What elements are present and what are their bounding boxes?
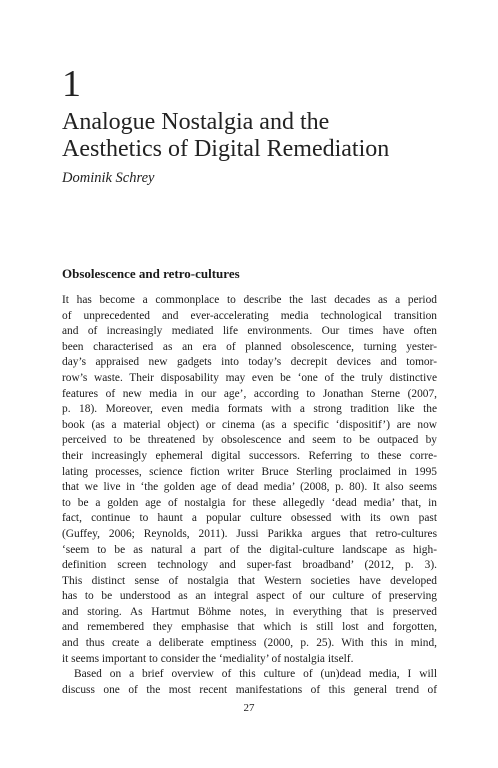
text-line: been characterised as an era of planned obsolescence, turning yester-	[62, 340, 437, 353]
text-line: and storing. As Hartmut Böhme notes, in everything that is preserved	[62, 605, 437, 618]
text-line: discuss one of the most recent manifestations of this general trend of	[62, 683, 437, 696]
text-line: and thus create a deliberate emptiness (2000, p. 25). With this in mind,	[62, 637, 437, 650]
text-line: that we live in ‘the golden age of dead media’ (2008, p. 80). It also seems	[62, 481, 437, 494]
text-line: definition screen technology and super-fast broadband’ (2012, p. 3).	[62, 559, 437, 572]
text-line: book (as a material object) or cinema (as a specific ‘dispositif’) are now	[62, 418, 437, 431]
chapter-title-line: Aesthetics of Digital Remediation	[62, 136, 390, 162]
text-line: and remembered they emphasise that which is still lost and forgotten,	[62, 621, 437, 634]
section-heading: Obsolescence and retro-cultures	[62, 266, 240, 281]
text-line: It has become a commonplace to describe the last decades as a period	[62, 294, 437, 306]
page-number: 27	[243, 702, 255, 714]
text-line: to be a golden age of nostalgia for these allegedly ‘dead media’ that, in	[62, 496, 437, 509]
text-line: row’s waste. Their disposability may even be ‘one of the truly distinctive	[62, 371, 437, 384]
text-line: it seems important to consider the ‘mediality’ of nostalgia itself.	[62, 652, 354, 665]
chapter-number: 1	[62, 63, 81, 105]
text-line: has to be understood as an integral aspect of our culture of preserving	[62, 590, 437, 603]
chapter-title-line: Analogue Nostalgia and the	[62, 109, 330, 135]
text-line: and of increasingly mediated life environments. Our times have often	[62, 325, 437, 338]
text-line: p. 18). Moreover, even media formats with a strong tradition like the	[62, 403, 437, 416]
text-line: lating processes, science fiction writer Bruce Sterling proclaimed in 1995	[62, 465, 437, 478]
text-line: fact, continue to haunt a popular culture obsessed with its own past	[62, 512, 437, 525]
text-line: of unprecedented and ever-accelerating media technological transition	[62, 309, 437, 322]
text-line: day’s appraised new gadgets into today’s decrepit devices and tomor-	[62, 356, 437, 369]
text-line: Based on a brief overview of this culture of (un)dead media, I will	[74, 668, 437, 681]
author-name: Dominik Schrey	[62, 170, 155, 186]
text-line: features of new media in our age’, according to Jonathan Sterne (2007,	[62, 387, 437, 400]
text-line: (Guffey, 2006; Reynolds, 2011). Jussi Parikka argues that retro-cultures	[62, 527, 437, 540]
text-line: This distinct sense of nostalgia that Western societies have developed	[62, 574, 437, 587]
text-line: ‘seem to be as natural a part of the digital-culture landscape as high-	[62, 543, 437, 556]
chapter-title	[62, 109, 462, 163]
body-text	[62, 293, 437, 698]
text-line: their increasingly ephemeral digital successors. Referring to these corre-	[62, 449, 437, 462]
text-line: perceived to be threatened by obsolescence and seem to be outpaced by	[62, 434, 437, 447]
